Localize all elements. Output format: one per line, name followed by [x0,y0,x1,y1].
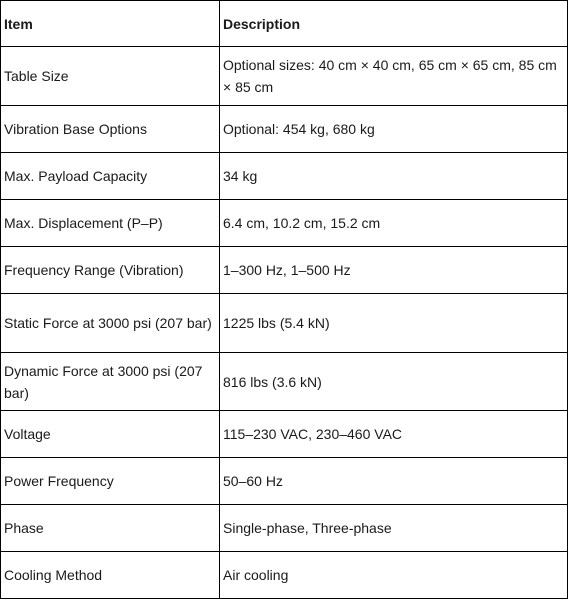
item-cell: Dynamic Force at 3000 psi (207 bar) [1,353,220,411]
description-cell: Optional: 454 kg, 680 kg [220,106,568,153]
column-header-description: Description [220,1,568,47]
description-cell: 34 kg [220,153,568,200]
description-cell: Air cooling [220,552,568,599]
item-cell: Frequency Range (Vibration) [1,247,220,294]
table-row [1,411,568,458]
table-row [1,353,568,411]
table-row [1,200,568,247]
table-row [1,505,568,552]
description-cell: 816 lbs (3.6 kN) [220,353,568,411]
table-row [1,552,568,599]
description-cell: Optional sizes: 40 cm × 40 cm, 65 cm × 65 cm, 85 cm × 85 cm [220,47,568,106]
description-cell: 50–60 Hz [220,458,568,505]
description-cell: 115–230 VAC, 230–460 VAC [220,411,568,458]
table-row [1,47,568,106]
item-cell: Phase [1,505,220,552]
table-row [1,106,568,153]
table-row [1,294,568,353]
item-cell: Power Frequency [1,458,220,505]
table-row [1,458,568,505]
item-cell: Max. Displacement (P–P) [1,200,220,247]
item-cell: Table Size [1,47,220,106]
description-cell: 1225 lbs (5.4 kN) [220,294,568,353]
description-cell: Single-phase, Three-phase [220,505,568,552]
item-cell: Cooling Method [1,552,220,599]
table-header-row [1,1,568,47]
table-row [1,153,568,200]
description-cell: 6.4 cm, 10.2 cm, 15.2 cm [220,200,568,247]
item-cell: Static Force at 3000 psi (207 bar) [1,294,220,353]
item-cell: Max. Payload Capacity [1,153,220,200]
column-header-item: Item [1,1,220,47]
description-cell: 1–300 Hz, 1–500 Hz [220,247,568,294]
item-cell: Voltage [1,411,220,458]
table-row [1,247,568,294]
item-cell: Vibration Base Options [1,106,220,153]
